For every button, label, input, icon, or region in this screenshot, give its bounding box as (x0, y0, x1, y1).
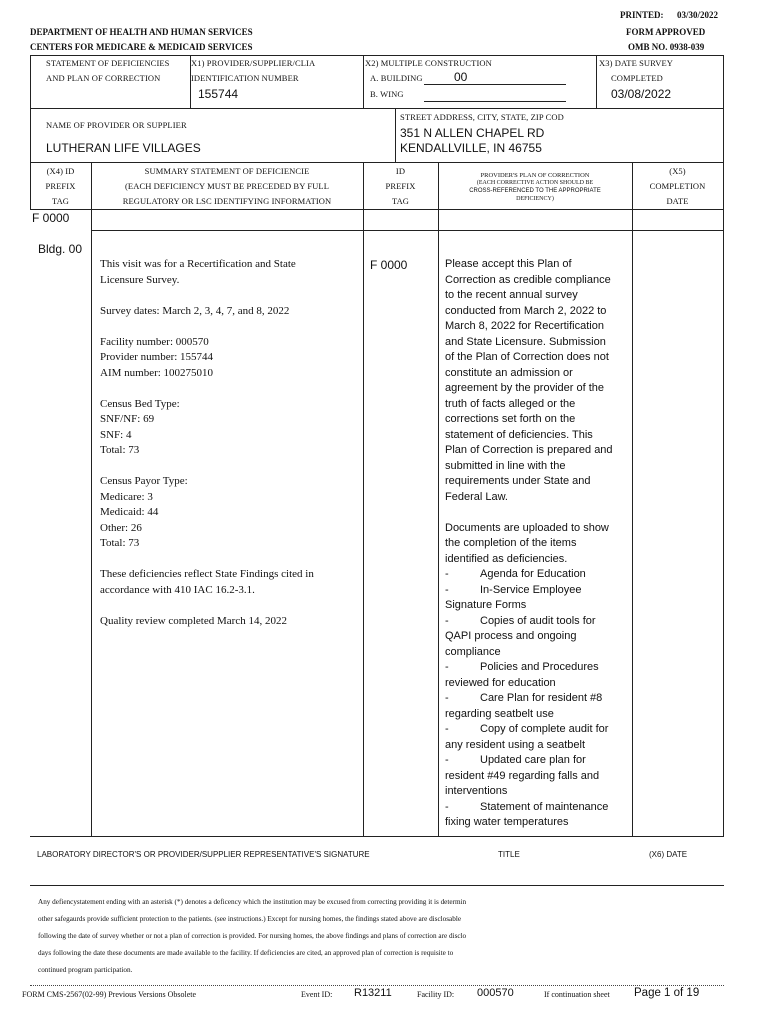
plan-line-text: statement of deficiencies. This (445, 428, 593, 441)
plan-line (445, 784, 613, 800)
address-line-1: 351 N ALLEN CHAPEL RD (400, 126, 545, 140)
plan-line-text: identified as deficiencies. (445, 552, 568, 565)
centers-line: CENTERS FOR MEDICARE & MEDICAID SERVICES (30, 42, 253, 52)
summary-line (100, 381, 314, 397)
summary-line: Survey dates: March 2, 3, 4, 7, and 8, 2022 (100, 304, 290, 317)
plan-line-text: reviewed for education (445, 676, 556, 689)
summary-line (100, 319, 314, 335)
plan-line (445, 350, 613, 366)
summary-line: Census Bed Type: (100, 397, 180, 410)
plan-line (445, 536, 613, 552)
department-line: DEPARTMENT OF HEALTH AND HUMAN SERVICES (30, 27, 253, 37)
left-tag-heading: F 0000 (32, 211, 70, 225)
summary-line: Total: 73 (100, 444, 140, 456)
summary-line (100, 288, 314, 304)
summary-line: SNF: 4 (100, 428, 132, 441)
plan-line (445, 645, 613, 661)
plan-line-text: March 8, 2022 for Recertification (445, 320, 604, 332)
completed-label: COMPLETED (611, 73, 663, 83)
plan-line (445, 567, 613, 583)
plan-line-text: Updated care plan for (480, 754, 586, 766)
disclaimer-line: continued program participation. (38, 966, 133, 974)
x3-label: X3) DATE SURVEY (599, 58, 674, 68)
page-number: Page 1 of 19 (634, 987, 700, 999)
address-label: STREET ADDRESS, CITY, STATE, ZIP COD (400, 112, 564, 122)
continuation-label: If continuation sheet (544, 990, 610, 999)
plan-line-text: Statement of maintenance (480, 800, 609, 813)
printed-label: PRINTED: (620, 10, 664, 20)
building-label: A. BUILDING (370, 73, 423, 83)
plan-line (445, 443, 613, 459)
summary-line: This visit was for a Recertification and State (100, 258, 296, 270)
plan-header-2: (EACH CORRECTIVE ACTION SHOULD BE (476, 180, 594, 186)
plan-line (445, 598, 613, 614)
plan-line (445, 583, 613, 599)
survey-date-value: 03/08/2022 (611, 87, 672, 101)
plan-line-text: fixing water temperatures (445, 816, 569, 828)
plan-line-text: corrections set forth on the (445, 413, 576, 425)
summary-line: SNF/NF: 69 (100, 413, 155, 425)
plan-of-correction-label: AND PLAN OF CORRECTION (46, 73, 161, 83)
form-approved: FORM APPROVED (626, 27, 706, 37)
plan-line (445, 288, 613, 304)
title-label: TITLE (498, 850, 520, 859)
plan-line-text: interventions (445, 785, 508, 797)
plan-line (445, 629, 613, 645)
facility-id-value: 000570 (477, 987, 514, 999)
plan-line-text: Please accept this Plan of (445, 258, 572, 270)
plan-line (445, 800, 613, 816)
summary-line: Licensure Survey. (100, 273, 180, 286)
plan-line (445, 412, 613, 428)
plan-line-text: requirements under State and (445, 475, 591, 487)
plan-line (445, 304, 613, 320)
plan-line (445, 397, 613, 413)
plan-line-text: Copies of audit tools for (480, 614, 596, 627)
bullet-dash: - (445, 800, 449, 813)
x4-header-1: (X4) ID (46, 166, 75, 176)
disclaimer-line: Any defiencystatement ending with an asterisk (*) denotes a deficency which the institution may be excused from correcting providing it is determin (38, 898, 467, 906)
statement-label: STATEMENT OF DEFICIENCIES (46, 58, 170, 68)
summary-line: Census Payor Type: (100, 475, 188, 487)
plan-line (445, 490, 613, 506)
summary-line: Total: 73 (100, 537, 140, 549)
plan-line (445, 521, 613, 537)
summary-line: AIM number: 100275010 (100, 366, 214, 379)
plan-line-text: regarding seatbelt use (445, 707, 554, 720)
plan-line-text: Care Plan for resident #8 (480, 692, 603, 704)
x5-header-1: (X5) (669, 166, 686, 176)
bullet-dash: - (445, 614, 449, 627)
summary-line: accordance with 410 IAC 16.2-3.1. (100, 583, 255, 596)
plan-header-3: CROSS-REFERENCED TO THE APPROPRIATE (469, 188, 601, 194)
plan-line (445, 474, 613, 490)
identification-number-label: IDENTIFICATION NUMBER (191, 73, 299, 83)
plan-line (445, 691, 613, 707)
plan-line (445, 335, 613, 351)
right-tag: F 0000 (370, 258, 408, 272)
facility-id-label: Facility ID: (417, 990, 455, 999)
bullet-dash: - (445, 723, 449, 735)
summary-line (100, 459, 314, 475)
summary-statement (100, 257, 314, 629)
disclaimer-line: days following the date these documents are made available to the facility. If deficiencies are cited, an approved plan of correction is requisite to (38, 949, 454, 957)
wing-label: B. WING (370, 89, 404, 99)
summary-line: Provider number: 155744 (100, 351, 214, 363)
x4-header-3: TAG (51, 196, 70, 206)
id-header-2: PREFIX (385, 181, 416, 191)
summary-header-1: SUMMARY STATEMENT OF DEFICIENCIE (144, 166, 310, 176)
omb-number: OMB NO. 0938-039 (628, 42, 705, 52)
plan-line-text: and State Licensure. Submission (445, 335, 606, 348)
printed-date: 03/30/2022 (677, 10, 719, 20)
bullet-dash: - (445, 661, 449, 673)
plan-line-text: Plan of Correction is prepared and (445, 444, 613, 456)
plan-line-text: to the recent annual survey (445, 289, 578, 301)
summary-line: Facility number: 000570 (100, 335, 209, 348)
plan-line (445, 505, 613, 521)
event-id-value: R13211 (354, 987, 392, 999)
summary-line: Medicaid: 44 (100, 506, 159, 518)
plan-line-text: Documents are uploaded to show (445, 521, 609, 534)
summary-line: Other: 26 (100, 521, 142, 534)
x1-label: X1) PROVIDER/SUPPLIER/CLIA (191, 58, 316, 68)
event-id-label: Event ID: (301, 990, 333, 999)
plan-line-text: In-Service Employee (480, 583, 582, 596)
x5-header-2: COMPLETION (649, 181, 706, 191)
plan-line-text: compliance (445, 645, 501, 658)
plan-line (445, 381, 613, 397)
plan-line-text: Signature Forms (445, 599, 527, 611)
plan-line-text: resident #49 regarding falls and (445, 769, 600, 782)
summary-line (100, 598, 314, 614)
x2-label: X2) MULTIPLE CONSTRUCTION (365, 58, 492, 68)
plan-line (445, 366, 613, 382)
plan-line (445, 676, 613, 692)
summary-header-3: REGULATORY OR LSC IDENTIFYING INFORMATION (122, 196, 332, 206)
disclaimer-line: following the date of survey whether or not a plan of correction is provided. For nursing homes, the above findings and plans of correction are disclo (38, 932, 467, 940)
plan-line (445, 815, 613, 831)
plan-line-text: submitted in line with the (445, 459, 566, 472)
provider-name-value: LUTHERAN LIFE VILLAGES (46, 141, 201, 155)
bullet-dash: - (445, 754, 449, 766)
plan-line-text: Agenda for Education (480, 568, 586, 580)
plan-line-text: truth of facts alleged or the (445, 397, 576, 410)
plan-line-text: constitute an admission or (445, 366, 573, 379)
plan-line-text: Policies and Procedures (480, 661, 599, 673)
disclaimer (38, 894, 466, 979)
address-line-2: KENDALLVILLE, IN 46755 (400, 141, 542, 155)
plan-line-text: any resident using a seatbelt (445, 738, 586, 751)
bullet-dash: - (445, 568, 449, 580)
plan-line (445, 428, 613, 444)
provider-name-label: NAME OF PROVIDER OR SUPPLIER (46, 120, 187, 130)
id-header-1: ID (395, 166, 406, 176)
bullet-dash: - (445, 583, 449, 596)
disclaimer-line: other safegaurds provide sufficient protection to the patients. (see instructions.) Except for nursing homes, the findings stated above are disclosable (38, 915, 462, 923)
summary-line: Quality review completed March 14, 2022 (100, 614, 287, 627)
plan-line-text: QAPI process and ongoing (445, 630, 577, 642)
plan-line (445, 614, 613, 630)
summary-line: These deficiencies reflect State Findings cited in (100, 568, 314, 580)
building-value: 00 (454, 70, 468, 84)
summary-line (100, 552, 314, 568)
plan-line (445, 257, 613, 273)
summary-line: Medicare: 3 (100, 490, 153, 503)
plan-line (445, 769, 613, 785)
plan-line-text: conducted from March 2, 2022 to (445, 304, 607, 317)
plan-line-text: Correction as credible compliance (445, 273, 611, 286)
plan-line (445, 273, 613, 289)
plan-line (445, 753, 613, 769)
plan-line-text: of the Plan of Correction does not (445, 351, 609, 363)
plan-header-4: DEFICIENCY) (516, 196, 554, 202)
signature-label: LABORATORY DIRECTOR'S OR PROVIDER/SUPPLIER REPRESENTATIVE'S SIGNATURE (37, 850, 370, 859)
plan-header-1: PROVIDER'S PLAN OF CORRECTION (480, 172, 590, 179)
plan-line-text (445, 505, 448, 521)
plan-line (445, 660, 613, 676)
plan-line-text: Federal Law. (445, 490, 508, 503)
x4-header-2: PREFIX (45, 181, 76, 191)
id-header-3: TAG (391, 196, 410, 206)
plan-line (445, 707, 613, 723)
provider-id-value: 155744 (198, 87, 239, 101)
plan-line (445, 459, 613, 475)
x6-date-label: (X6) DATE (649, 850, 688, 859)
summary-header-2: (EACH DEFICIENCY MUST BE PRECEDED BY FULL (124, 181, 330, 191)
plan-line-text: agreement by the provider of the (445, 382, 604, 394)
building-tag: Bldg. 00 (38, 242, 83, 256)
plan-of-correction (445, 257, 613, 831)
plan-line (445, 319, 613, 335)
plan-line (445, 738, 613, 754)
plan-line-text: Copy of complete audit for (480, 723, 609, 735)
bullet-dash: - (445, 692, 449, 704)
form-number: FORM CMS-2567(02-99) Previous Versions Obsolete (22, 990, 197, 999)
x5-header-3: DATE (666, 196, 689, 206)
plan-line (445, 552, 613, 568)
plan-line-text: the completion of the items (445, 537, 577, 549)
plan-line (445, 722, 613, 738)
